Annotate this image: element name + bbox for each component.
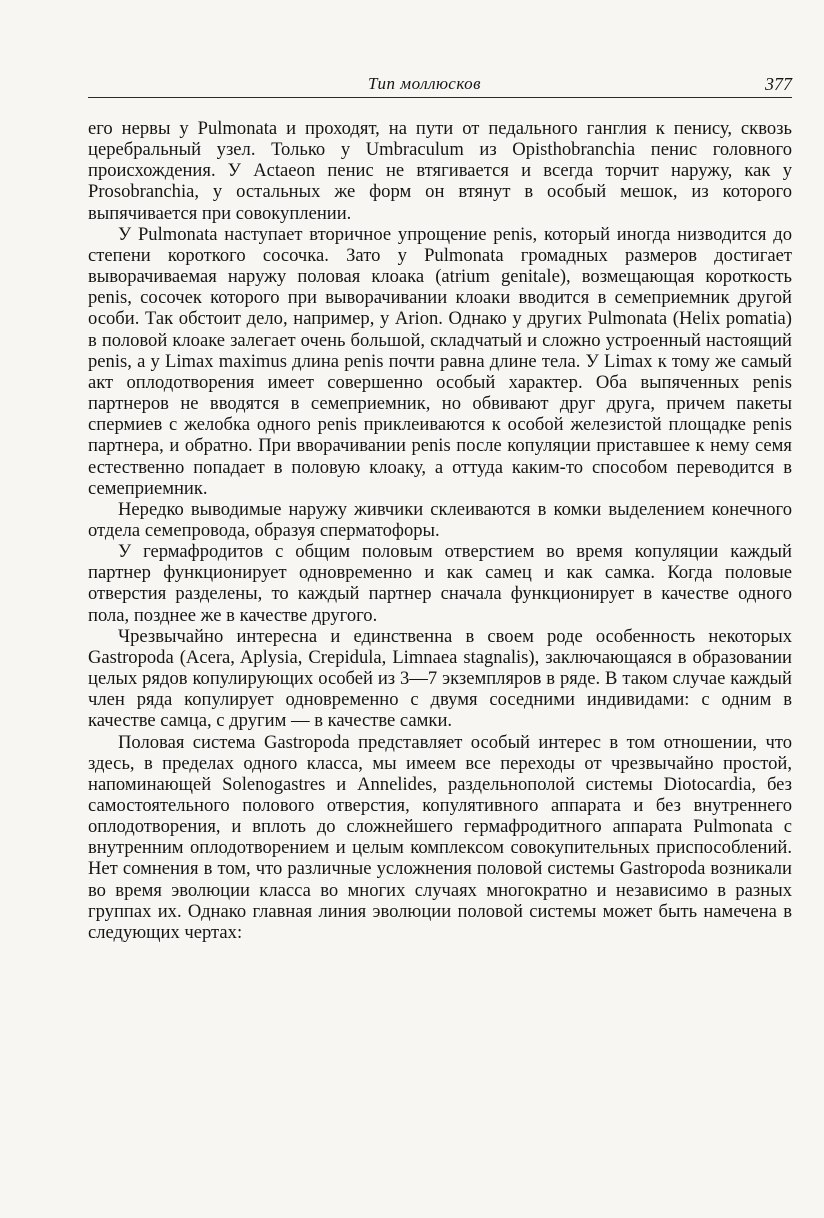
paragraph-reproductive-system-evolution: Половая система Gastropoda представляет особый интерес в том отношении, что здесь, в пределах одного класса, мы имеем все переходы от чрезвычайно простой, напоминающей Solenogastres и Annelides, раздельнополой системы Diotocardia, без самостоятельного полового отверстия, копулятивного аппарата и без внутреннего оплодотворения, и вплоть до сложнейшего гермафродитного аппарата Pulmonata с внутренним оплодотворением и целым комплексом совокупительных приспособлений. Нет сомнения в том, что различные усложнения половой системы Gastropoda возникали во время эволюции класса во многих случаях многократно и независимо в разных группах их. Однако главная линия эволюции половой системы может быть намечена в следующих чертах: [88,731,792,943]
page-number: 377 [765,74,792,94]
paragraph-continuation: его нервы у Pulmonata и проходят, на пути от педального ганглия к пенису, сквозь церебральный узел. Только у Umbraculum из Opisthobranchia пенис головного происхождения. У Actaeon пенис не втягивается и всегда торчит наружу, как у Prosobranchia, у остальных же форм он втянут в особый мешок, из которого выпячивается при совокуплении. [88,118,792,224]
paragraph-hermaphrodites: У гермафродитов с общим половым отверстием во время копуляции каждый партнер функционирует одновременно и как самец и как самка. Когда половые отверстия разделены, то каждый партнер сначала функционирует в качестве одного пола, позднее же в качестве другого. [88,541,792,626]
running-title: Тип моллюсков [368,74,482,93]
header-rule [88,97,792,98]
body-text [88,118,792,943]
paragraph-copulating-chains: Чрезвычайно интересна и единственна в своем роде особенность некоторых Gastropoda (Acera, Aplysia, Crepidula, Limnaea stagnalis), заключающаяся в образовании целых рядов копулирующих особей из 3—7 экземпляров в ряде. В таком случае каждый член ряда копулирует одновременно с двумя соседними индивидами: с одним в качестве самца, с другим — в качестве самки. [88,625,792,732]
running-head [88,74,792,98]
paragraph-spermatophores: Нередко выводимые наружу живчики склеиваются в комки выделением конечного отдела семепровода, образуя сперматофоры. [88,498,792,541]
paragraph-pulmonata-penis: У Pulmonata наступает вторичное упрощение penis, который иногда низводится до степени короткого сосочка. Зато у Pulmonata громадных размеров достигает выворачиваемая наружу половая клоака (atrium genitale), возмещающая короткость penis, сосочек которого при выворачивании клоаки вводится в семеприемник другой особи. Так обстоит дело, например, у Arion. Однако у других Pulmonata (Helix pomatia) в половой клоаке залегает очень большой, складчатый и сложно устроенный настоящий penis, а у Limax maximus длина penis почти равна длине тела. У Limax к тому же самый акт оплодотворения имеет совершенно особый характер. Оба выпяченных penis партнеров не вводятся в семеприемник, но обвивают друг друга, причем пакеты спермиев с желобка одного penis приклеиваются к особой железистой площадке penis партнера, и обратно. При вворачивании penis после копуляции приставшее к нему семя естественно попадает в половую клоаку, а оттуда каким-то способом переводится в семеприемник. [88,223,792,499]
